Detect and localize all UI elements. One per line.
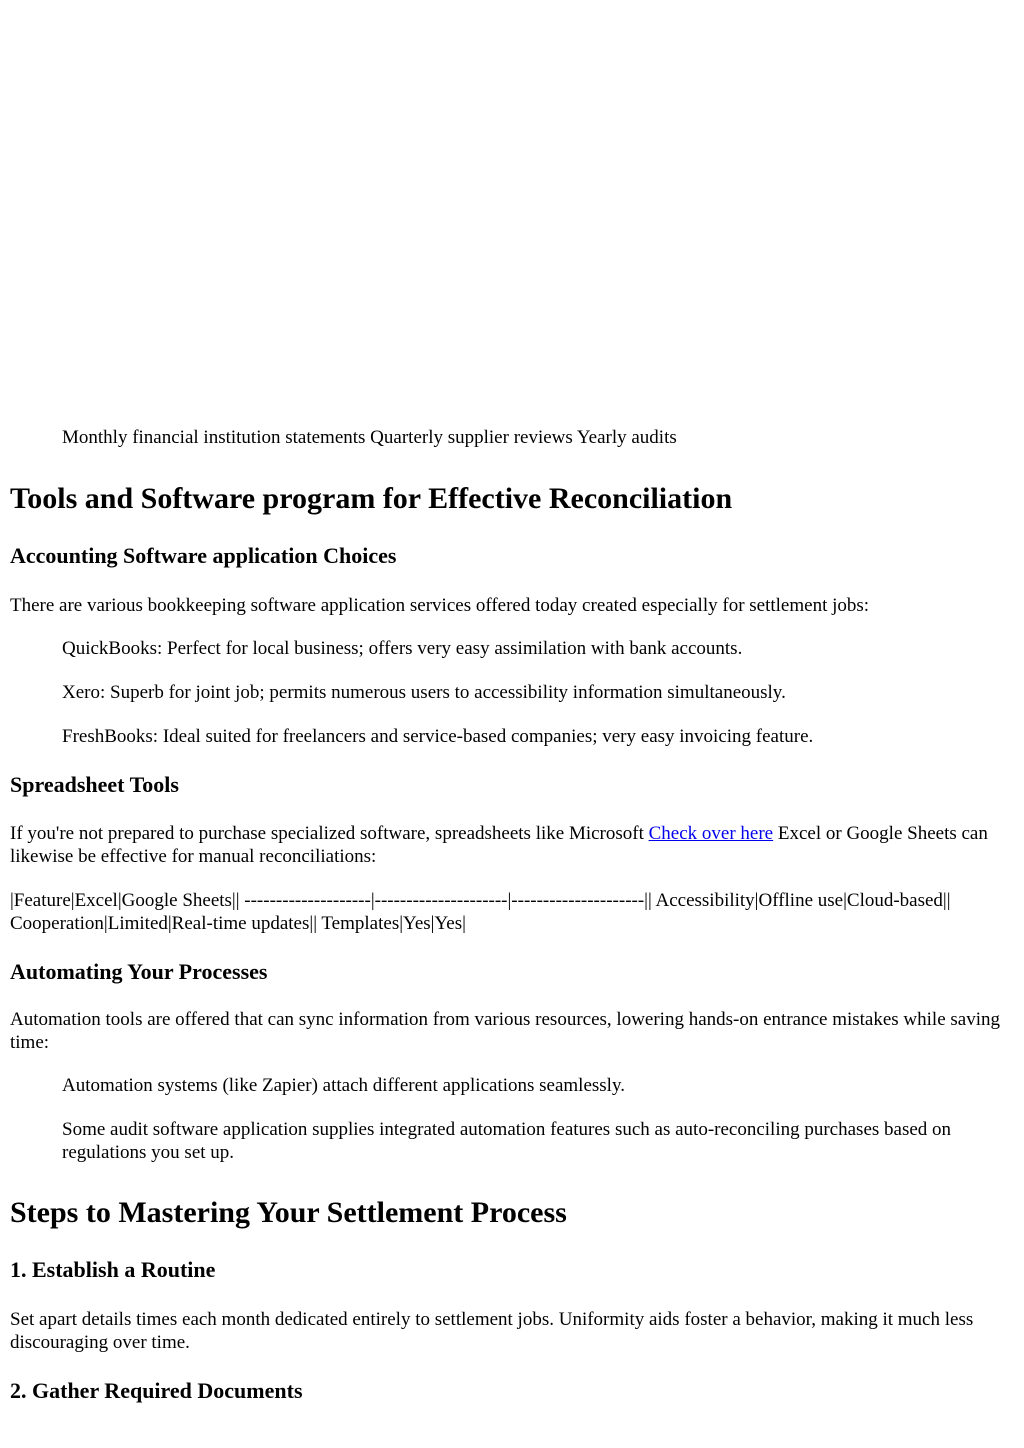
document-content xyxy=(0,426,1024,1404)
list-item-freshbooks: FreshBooks: Ideal suited for freelancers and service-based companies; very easy invoicing feature. xyxy=(62,726,814,747)
spreadsheet-paragraph xyxy=(10,822,1012,868)
blank-area xyxy=(0,0,1024,420)
heading-spreadsheet: Spreadsheet Tools xyxy=(10,772,179,797)
check-over-here-link[interactable]: Check over here xyxy=(648,823,774,844)
intro-list-text: Monthly financial institution statements Quarterly supplier reviews Yearly audits xyxy=(62,427,677,448)
accounting-intro: There are various bookkeeping software application services offered today created especially for settlement jobs: xyxy=(10,595,870,616)
list-item-zapier: Automation systems (like Zapier) attach different applications seamlessly. xyxy=(62,1075,625,1096)
list-item-audit-software: Some audit software application supplies integrated automation features such as auto-reconciling purchases based on regulations you set up. xyxy=(62,1119,952,1163)
heading-accounting: Accounting Software application Choices xyxy=(10,543,397,568)
heading-automating: Automating Your Processes xyxy=(10,959,268,984)
automating-intro: Automation tools are offered that can sync information from various resources, lowering hands-on entrance mistakes while saving time: xyxy=(10,1009,1001,1053)
list-item-xero: Xero: Superb for joint job; permits numerous users to accessibility information simultaneously. xyxy=(62,682,786,703)
heading-tools: Tools and Software program for Effective Reconciliation xyxy=(10,482,733,515)
spreadsheet-text-after-link: Excel or Google Sheets can likewise be effective for manual reconciliations: xyxy=(10,823,988,867)
spreadsheet-table-text: |Feature|Excel|Google Sheets|| --------------------|---------------------|---------------------|| Accessibility|Offline use|Cloud-based|| Cooperation|Limited|Real-time updates|| Templates|Yes|Yes| xyxy=(10,890,951,934)
heading-step-2: 2. Gather Required Documents xyxy=(10,1378,303,1403)
step-1-text: Set apart details times each month dedicated entirely to settlement jobs. Uniformity aids foster a behavior, making it much less discouraging over time. xyxy=(10,1309,974,1353)
spreadsheet-text-before-link: If you're not prepared to purchase specialized software, spreadsheets like Microsoft xyxy=(10,823,649,844)
heading-steps: Steps to Mastering Your Settlement Process xyxy=(10,1196,567,1229)
list-item-quickbooks: QuickBooks: Perfect for local business; offers very easy assimilation with bank accounts. xyxy=(62,638,743,659)
heading-step-1: 1. Establish a Routine xyxy=(10,1257,216,1282)
